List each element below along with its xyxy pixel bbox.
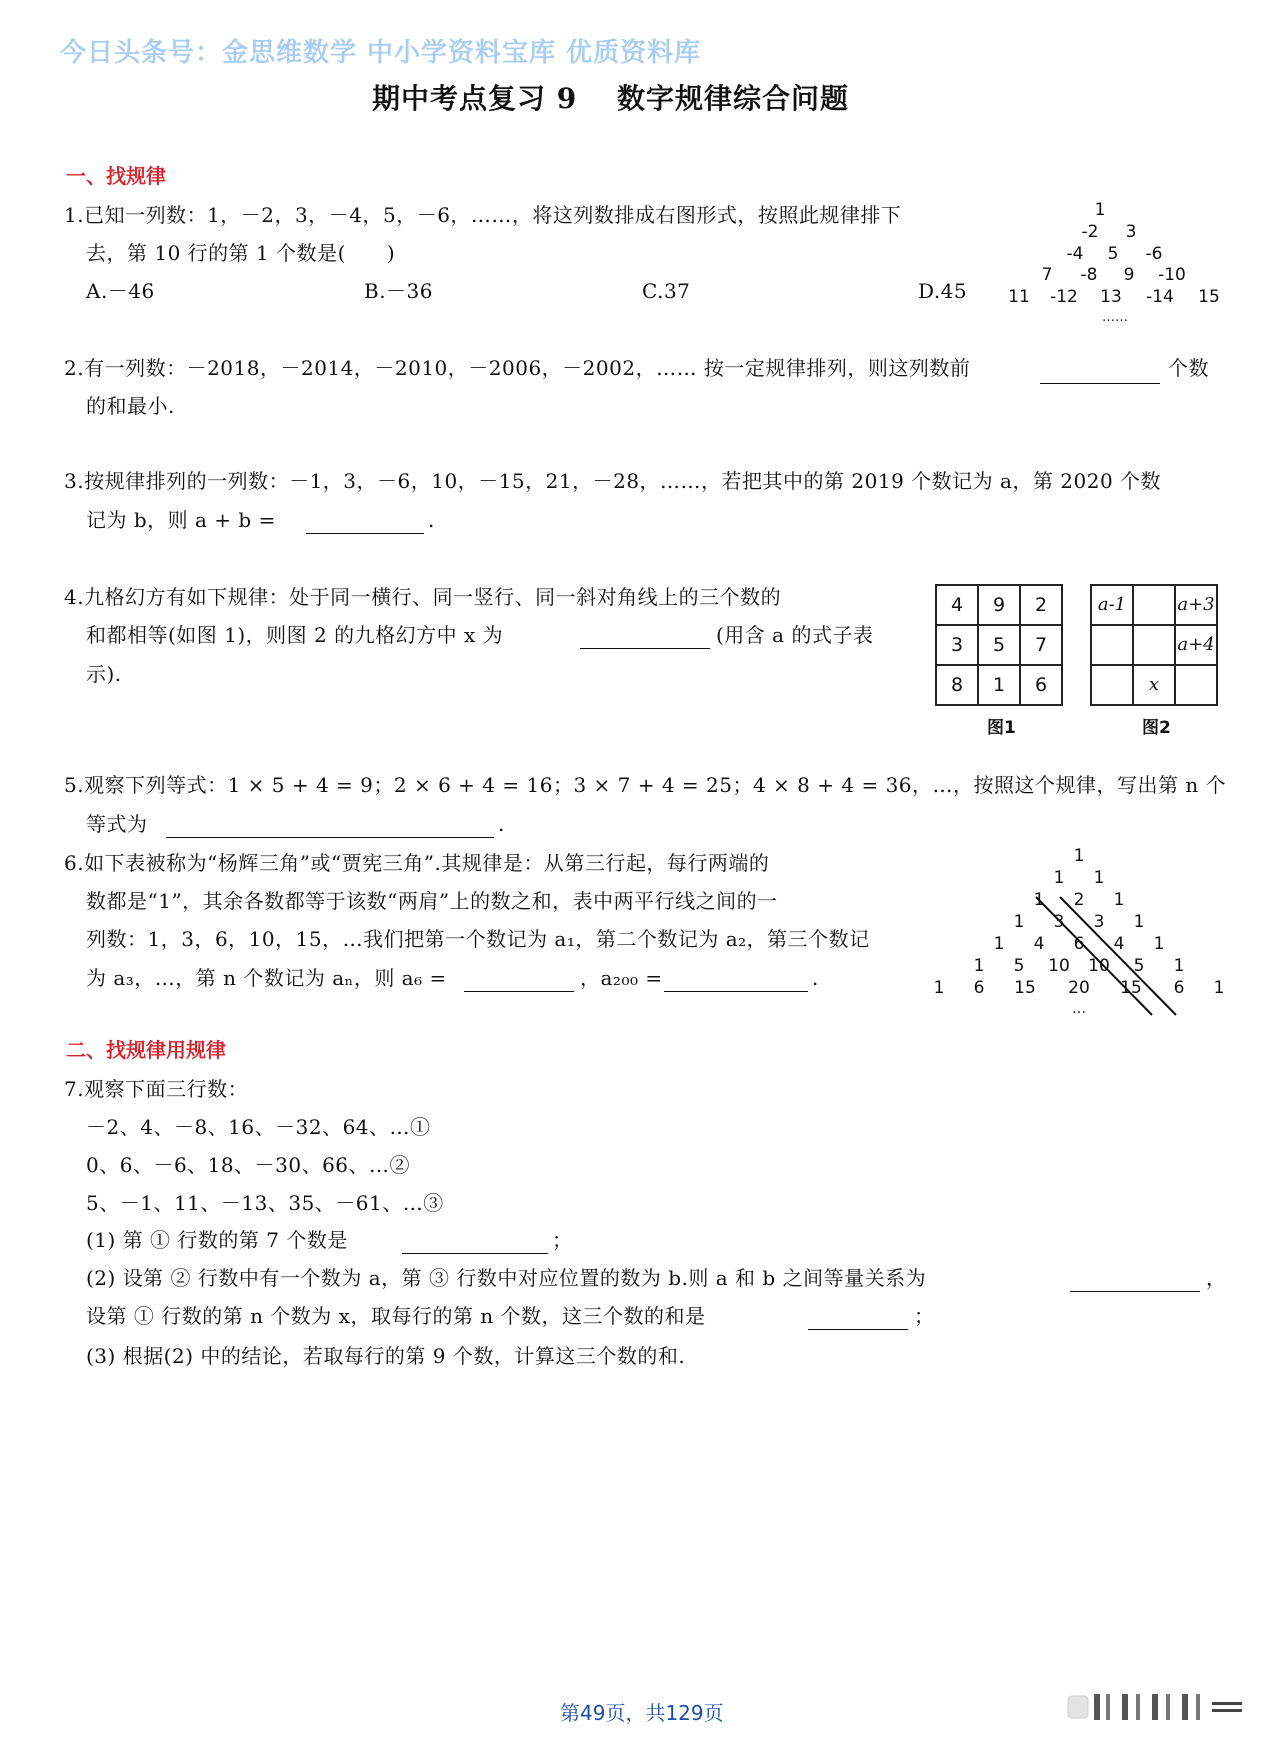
tri-r5-c4: -14 [1146, 287, 1174, 307]
q5-line2-end: . [498, 812, 505, 836]
q5-answer-blank [166, 819, 494, 838]
q2-line1: 2.有一列数：－2018，－2014，－2010，－2006，－2002，…… 按一定规律排列，则这列数前 [64, 356, 971, 380]
page-edge-marks [1066, 1690, 1266, 1727]
tri-r5-c1: 11 [1008, 287, 1030, 307]
pascal-r3-c1: 1 [1033, 890, 1045, 910]
q6-line1: 6.如下表被称为“杨辉三角”或“贾宪三角”.其规律是：从第三行起，每行两端的 [64, 851, 770, 875]
pascal-r6-c3: 10 [1048, 956, 1070, 976]
q4-line3: 示). [86, 662, 122, 686]
fig2-cell: x [1133, 665, 1175, 705]
pascal-r5-c4: 4 [1113, 934, 1125, 954]
fig2-cell [1091, 665, 1133, 705]
fig2-cell [1091, 625, 1133, 665]
q7-part2-blank-1 [1070, 1273, 1200, 1292]
section-heading-2: 二、找规律用规律 [66, 1038, 226, 1062]
q7-part2: (2) 设第 ② 行数中有一个数为 a，第 ③ 行数中对应位置的数为 b.则 a 和 b 之间等量关系为 [86, 1266, 927, 1290]
pascal-r5-c3: 6 [1073, 934, 1085, 954]
fig2-cell: a+4 [1175, 625, 1217, 665]
q6-line4-mid: ，a₂₀₀ = [580, 966, 663, 990]
q1-line1: 1.已知一列数：1，－2，3，－4，5，－6，……，将这列数排成右图形式，按照此规律排下 [64, 203, 902, 227]
fig1-cell: 6 [1020, 665, 1062, 705]
q1-option-b: B.－36 [364, 279, 434, 303]
fig2-cell [1133, 625, 1175, 665]
q7-part2-end: ； [914, 1304, 935, 1328]
q7-part1-end: ； [552, 1228, 573, 1252]
fig2-cell: a+3 [1175, 585, 1217, 625]
tri-r2-c1: -2 [1081, 222, 1099, 242]
q7-part1-blank [402, 1235, 548, 1254]
q3-line2: 记为 b，则 a + b = [86, 508, 276, 532]
magic-square-fig2 [1090, 584, 1218, 706]
q2-answer-blank [1040, 365, 1160, 384]
fig1-caption: 图1 [987, 718, 1016, 738]
pascal-r7-c7: 1 [1213, 978, 1225, 998]
magic-square-fig1 [935, 584, 1063, 706]
tri-r4-c2: -8 [1080, 265, 1098, 285]
fig1-cell: 2 [1020, 585, 1062, 625]
pascal-r5-c5: 1 [1153, 934, 1165, 954]
q2-line1-end: 个数 [1168, 356, 1209, 380]
q3-line2-end: . [428, 508, 435, 532]
pascal-r7-c4: 20 [1068, 978, 1090, 998]
page-title: 期中考点复习 9 数字规律综合问题 [372, 82, 849, 115]
q5-line1: 5.观察下列等式：1 × 5 + 4 = 9；2 × 6 + 4 = 16；3 × 7 + 4 = 25；4 × 8 + 4 = 36，…，按照这个规律，写出第 n 个 [64, 773, 1227, 797]
fig1-cell: 8 [936, 665, 978, 705]
pascal-r6-c2: 5 [1013, 956, 1025, 976]
q1-option-a: A.－46 [86, 279, 155, 303]
q3-line1: 3.按规律排列的一列数：－1，3，－6，10，－15，21，－28，……，若把其中的第 2019 个数记为 a，第 2020 个数 [64, 469, 1162, 493]
page-number: 第49页，共129页 [560, 1701, 724, 1725]
q7-row2: 0、6、－6、18、－30、66、…② [86, 1153, 411, 1177]
pascal-ellipsis: … [1072, 1001, 1086, 1017]
q6-answer-blank-a6 [464, 973, 574, 992]
q1-line2: 去，第 10 行的第 1 个数是( ) [86, 241, 396, 265]
q6-answer-blank-a200 [664, 973, 808, 992]
pascal-r7-c3: 15 [1014, 978, 1036, 998]
q6-line4-end: . [812, 966, 819, 990]
tri-r5-c5: 15 [1198, 287, 1220, 307]
pascal-r4-c1: 1 [1013, 912, 1025, 932]
pascal-r6-c6: 1 [1173, 956, 1185, 976]
tri-r2-c2: 3 [1125, 222, 1137, 242]
watermark: 今日头条号：金思维数学 中小学资料宝库 优质资料库 [60, 38, 702, 68]
tri-r5-c3: 13 [1100, 287, 1122, 307]
section-heading-1: 一、找规律 [66, 164, 166, 188]
pascal-r5-c1: 1 [993, 934, 1005, 954]
fig2-caption: 图2 [1142, 718, 1171, 738]
tri-r4-c4: -10 [1158, 265, 1186, 285]
pascal-r7-c1: 1 [933, 978, 945, 998]
pascal-r7-c6: 6 [1173, 978, 1185, 998]
q7-part1: (1) 第 ① 行数的第 7 个数是 [86, 1228, 348, 1252]
fig2-cell [1175, 665, 1217, 705]
tri-r3-c3: -6 [1145, 244, 1163, 264]
fig1-cell: 7 [1020, 625, 1062, 665]
pascal-r6-c4: 10 [1088, 956, 1110, 976]
q4-line2: 和都相等(如图 1)，则图 2 的九格幻方中 x 为 [86, 623, 504, 647]
tri-r4-c1: 7 [1041, 265, 1053, 285]
pascal-r4-c3: 3 [1093, 912, 1105, 932]
pascal-r7-c2: 6 [973, 978, 985, 998]
pascal-r2-c1: 1 [1053, 868, 1065, 888]
pascal-r4-c2: 3 [1053, 912, 1065, 932]
pascal-r2-c2: 1 [1093, 868, 1105, 888]
fig1-cell: 5 [978, 625, 1020, 665]
pascal-r3-c2: 2 [1073, 890, 1085, 910]
tri-r3-c1: -4 [1066, 244, 1084, 264]
pascal-r5-c2: 4 [1033, 934, 1045, 954]
fig1-cell: 1 [978, 665, 1020, 705]
q4-answer-blank [580, 630, 710, 649]
q6-line2: 数都是“1”，其余各数都等于该数“两肩”上的数之和，表中两平行线之间的一 [86, 889, 778, 913]
pascal-r3-c3: 1 [1113, 890, 1125, 910]
q7-part2-comma: ， [1206, 1266, 1227, 1290]
q7-part2-blank-2 [808, 1311, 908, 1330]
tri-r1-c1: 1 [1094, 200, 1106, 220]
tri-ellipsis: …… [1102, 310, 1128, 325]
q2-line2: 的和最小. [86, 394, 175, 418]
q3-answer-blank [306, 515, 424, 534]
q7-part2-line2: 设第 ① 行数的第 n 个数为 x，取每行的第 n 个数，这三个数的和是 [86, 1304, 706, 1328]
q1-option-d: D.45 [918, 279, 968, 303]
q1-option-c: C.37 [642, 279, 691, 303]
q4-line1: 4.九格幻方有如下规律：处于同一横行、同一竖行、同一斜对角线上的三个数的 [64, 585, 782, 609]
pascal-r7-c5: 15 [1120, 978, 1142, 998]
q6-line4: 为 a₃，…，第 n 个数记为 aₙ，则 a₆ = [86, 966, 447, 990]
q7-intro: 7.观察下面三行数： [64, 1077, 249, 1101]
pascal-r4-c4: 1 [1133, 912, 1145, 932]
q7-row1: －2、4、－8、16、－32、64、…① [86, 1115, 431, 1139]
fig1-cell: 4 [936, 585, 978, 625]
tri-r3-c2: 5 [1107, 244, 1119, 264]
fig2-cell: a-1 [1091, 585, 1133, 625]
tri-r4-c3: 9 [1123, 265, 1135, 285]
fig1-cell: 9 [978, 585, 1020, 625]
bar-marks-icon [1066, 1690, 1266, 1724]
fig1-cell: 3 [936, 625, 978, 665]
q4-line2-end: (用含 a 的式子表 [716, 623, 874, 647]
tri-r5-c2: -12 [1050, 287, 1078, 307]
q7-row3: 5、－1、11、－13、35、－61、…③ [86, 1191, 444, 1215]
q5-line2: 等式为 [86, 812, 148, 836]
pascal-r1-c1: 1 [1073, 846, 1085, 866]
fig2-cell [1133, 585, 1175, 625]
pascal-r6-c1: 1 [973, 956, 985, 976]
q7-part3: (3) 根据(2) 中的结论，若取每行的第 9 个数，计算这三个数的和. [86, 1344, 686, 1368]
q6-line3: 列数：1，3，6，10，15，…我们把第一个数记为 a₁，第二个数记为 a₂，第三个数记 [86, 927, 870, 951]
pascal-r6-c5: 5 [1133, 956, 1145, 976]
